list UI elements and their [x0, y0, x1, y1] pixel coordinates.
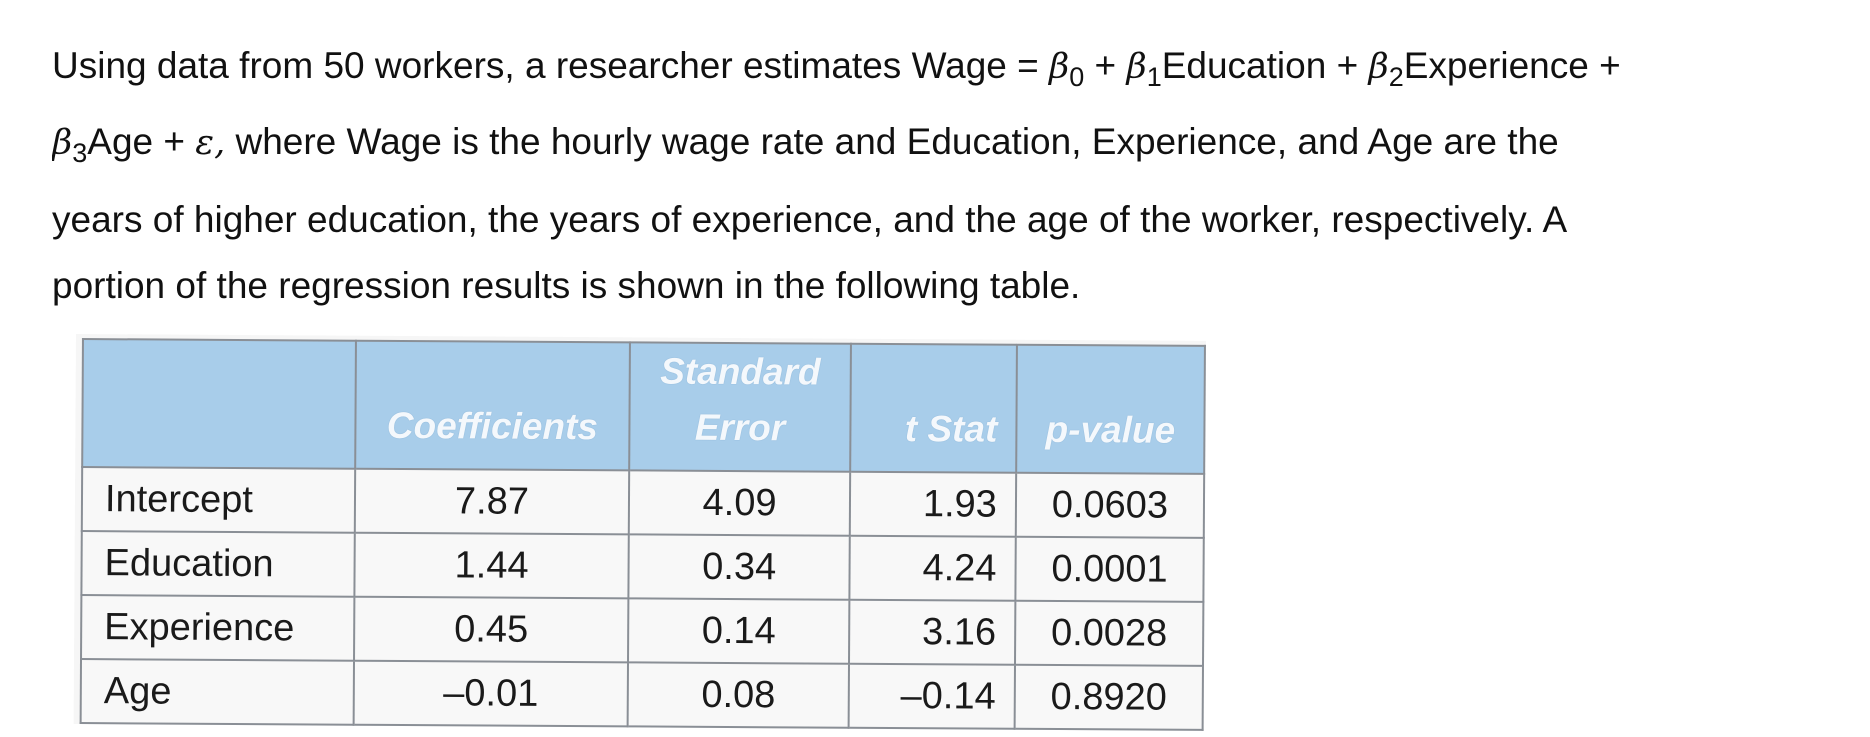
- beta-0-subscript: 0: [1069, 62, 1085, 92]
- table-header-row: [82, 339, 1205, 474]
- problem-text: Using data from 50 workers, a researcher estimates Wage =: [52, 45, 1050, 86]
- problem-line-2: [52, 102, 1862, 182]
- row-t-stat: 1.93: [850, 472, 1016, 537]
- row-t-stat: 3.16: [849, 600, 1015, 665]
- row-standard-error: 0.08: [628, 662, 849, 727]
- row-coefficient: 0.45: [354, 597, 629, 663]
- header-standard-error: [629, 342, 850, 471]
- row-variable: Education: [81, 531, 354, 597]
- row-p-value: 0.8920: [1015, 665, 1203, 730]
- experience-term: Experience +: [1403, 45, 1621, 86]
- beta-3-symbol: β: [52, 123, 73, 163]
- table-row: [81, 595, 1203, 666]
- header-p-value: p-value: [1016, 345, 1205, 474]
- table-row: [81, 531, 1203, 602]
- beta-0-symbol: β: [1049, 47, 1070, 87]
- header-t-stat: t Stat: [850, 344, 1017, 473]
- regression-table-image: [74, 334, 1206, 731]
- epsilon-symbol: ε,: [195, 123, 226, 163]
- beta-3-subscript: 3: [72, 138, 88, 168]
- problem-line-1: [52, 26, 1862, 106]
- table-row: [82, 467, 1204, 538]
- row-variable: Experience: [81, 595, 354, 661]
- row-p-value: 0.0001: [1015, 537, 1203, 602]
- row-variable: Age: [81, 659, 354, 725]
- row-standard-error: 0.14: [628, 598, 849, 663]
- beta-2-symbol: β: [1368, 47, 1389, 87]
- row-coefficient: –0.01: [353, 661, 628, 727]
- header-standard: Standard: [660, 350, 821, 393]
- plus-sign: +: [1084, 45, 1127, 86]
- beta-1-subscript: 1: [1146, 62, 1162, 92]
- row-p-value: 0.0603: [1016, 473, 1204, 538]
- beta-2-subscript: 2: [1388, 62, 1404, 92]
- row-t-stat: 4.24: [849, 536, 1015, 601]
- row-variable: Intercept: [82, 467, 355, 533]
- problem-text: where Wage is the hourly wage rate and Education, Experience, and Age are the: [225, 121, 1559, 162]
- header-coefficients: Coefficients: [355, 341, 630, 471]
- header-blank: [82, 339, 355, 469]
- problem-line-3: years of higher education, the years of experience, and the age of the worker, respectively. A: [52, 199, 1568, 240]
- row-coefficient: 7.87: [354, 469, 629, 535]
- header-error: Error: [694, 406, 786, 449]
- row-t-stat: –0.14: [849, 664, 1015, 729]
- regression-table: [80, 338, 1206, 731]
- table-row: [81, 659, 1203, 730]
- age-term: Age +: [87, 121, 196, 162]
- row-standard-error: 0.34: [629, 534, 850, 599]
- problem-statement: [52, 26, 1862, 326]
- beta-1-symbol: β: [1126, 47, 1147, 87]
- row-p-value: 0.0028: [1015, 601, 1203, 666]
- row-coefficient: 1.44: [354, 533, 629, 599]
- education-term: Education +: [1161, 45, 1369, 86]
- problem-line-4: portion of the regression results is shown in the following table.: [52, 265, 1081, 306]
- row-standard-error: 4.09: [629, 470, 850, 535]
